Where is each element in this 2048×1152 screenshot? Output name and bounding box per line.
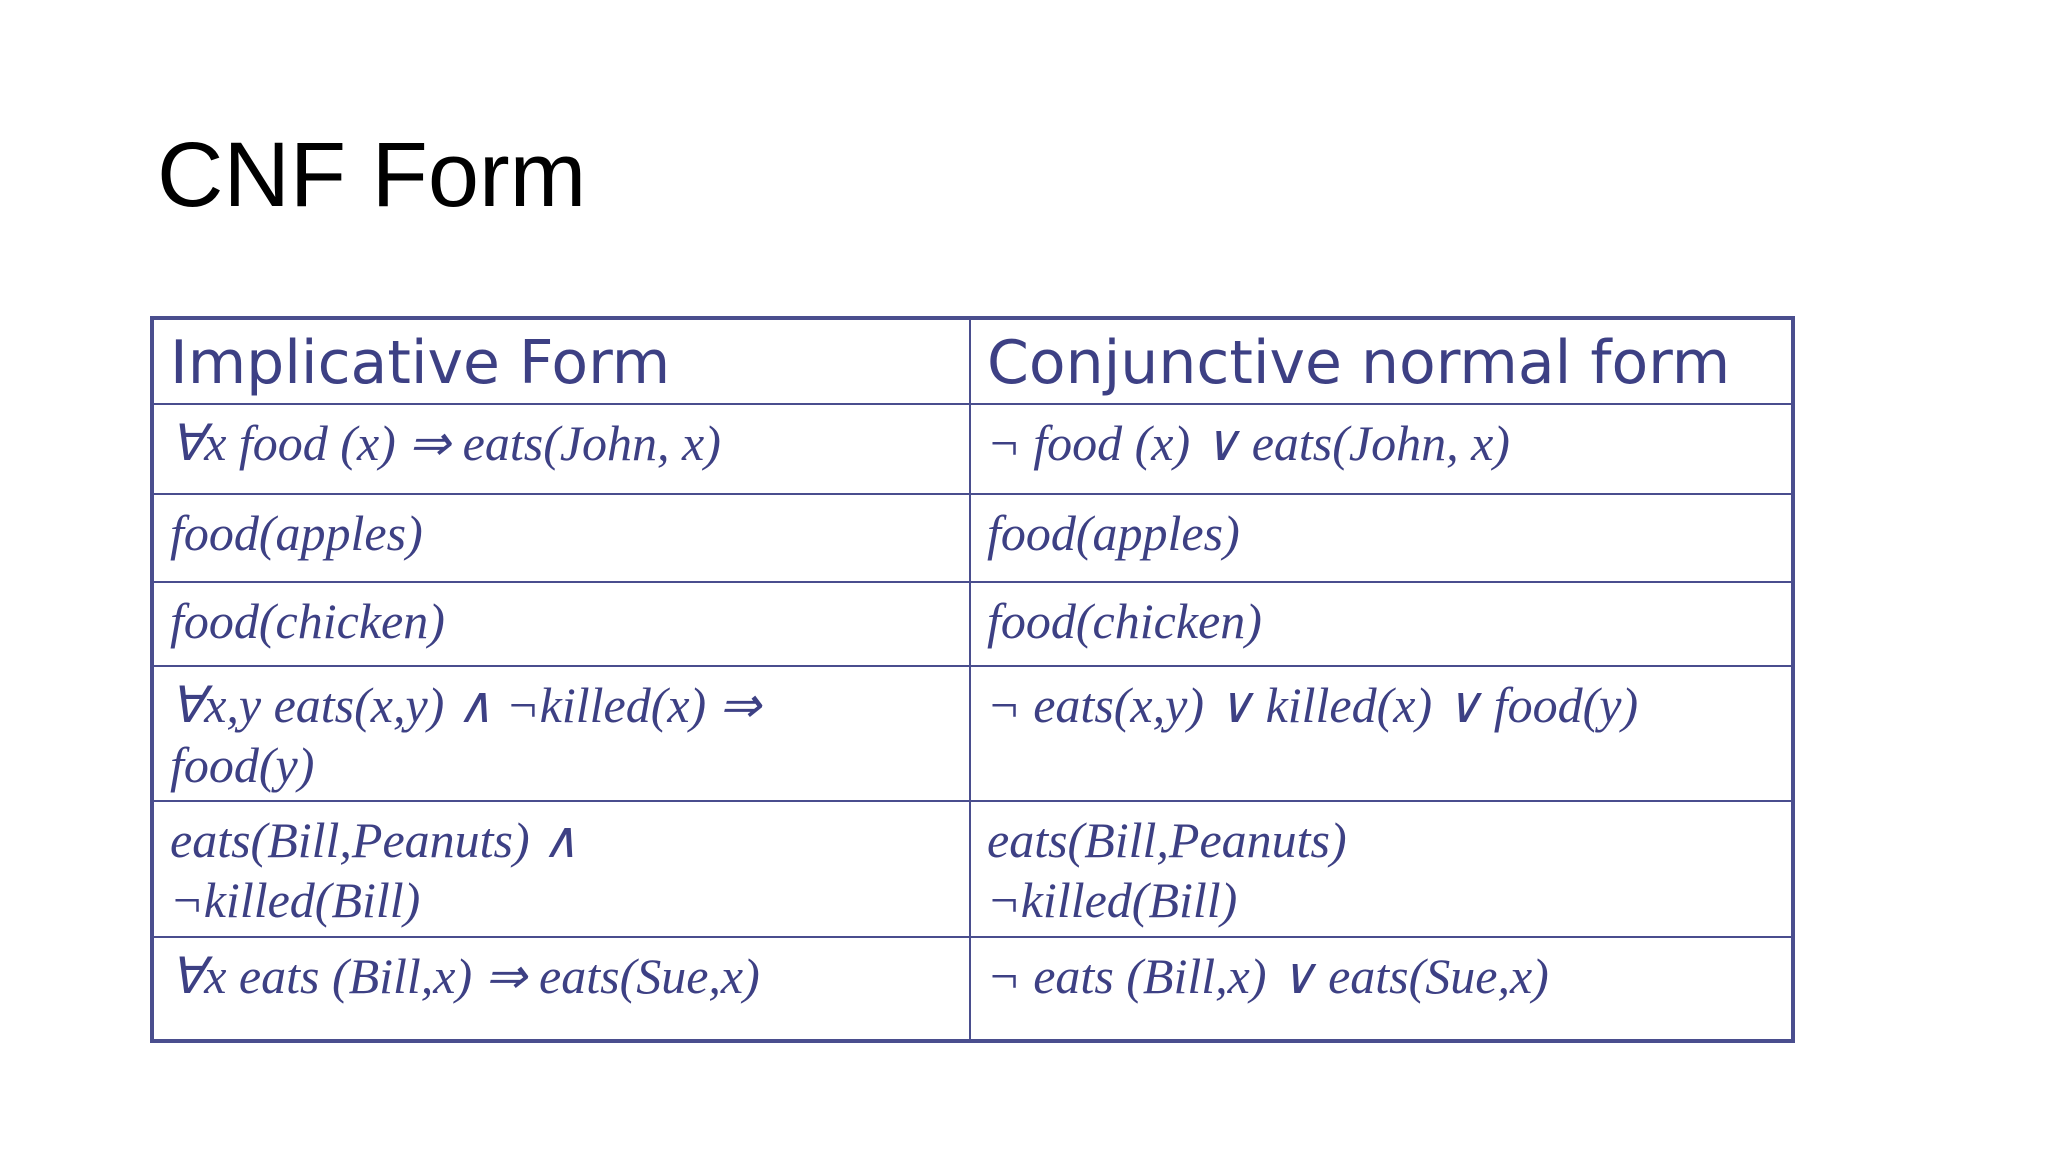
formula-line: eats(Bill,Peanuts) — [987, 812, 1347, 868]
implicative-cell — [152, 801, 970, 937]
formula-line: food(y) — [170, 737, 315, 793]
formula-line: food(apples) — [987, 505, 1240, 561]
cnf-table — [150, 316, 1795, 1043]
cnf-cell — [970, 582, 1793, 666]
table-row — [152, 937, 1793, 1041]
table-row — [152, 801, 1793, 937]
formula-line: food(chicken) — [170, 593, 445, 649]
formula-line: food(chicken) — [987, 593, 1262, 649]
formula-line: ¬ food (x) ∨ eats(John, x) — [987, 415, 1510, 471]
formula-line: ¬killed(Bill) — [170, 872, 421, 928]
formula-line: ¬killed(Bill) — [987, 872, 1238, 928]
header-conjunctive-normal-form: Conjunctive normal form — [970, 318, 1793, 404]
implicative-cell — [152, 582, 970, 666]
formula-line: food(apples) — [170, 505, 423, 561]
cnf-cell — [970, 404, 1793, 494]
formula-line: eats(Bill,Peanuts) ∧ — [170, 812, 579, 868]
formula-line: ¬ eats (Bill,x) ∨ eats(Sue,x) — [987, 948, 1549, 1004]
formula-line: ∀x eats (Bill,x) ⇒ eats(Sue,x) — [170, 948, 760, 1004]
table-header-row — [152, 318, 1793, 404]
cnf-cell — [970, 494, 1793, 582]
formula-line: ∀x food (x) ⇒ eats(John, x) — [170, 415, 721, 471]
table-row — [152, 582, 1793, 666]
formula-line: ∀x,y eats(x,y) ∧ ¬killed(x) ⇒ — [170, 677, 761, 733]
implicative-cell — [152, 494, 970, 582]
header-implicative-form: Implicative Form — [152, 318, 970, 404]
table-row — [152, 404, 1793, 494]
table-row — [152, 494, 1793, 582]
table-row — [152, 666, 1793, 801]
cnf-cell — [970, 801, 1793, 937]
implicative-cell — [152, 666, 970, 801]
implicative-cell — [152, 937, 970, 1041]
cnf-cell — [970, 937, 1793, 1041]
cnf-cell — [970, 666, 1793, 801]
implicative-cell — [152, 404, 970, 494]
slide-title: CNF Form — [157, 124, 587, 226]
formula-line: ¬ eats(x,y) ∨ killed(x) ∨ food(y) — [987, 677, 1639, 733]
